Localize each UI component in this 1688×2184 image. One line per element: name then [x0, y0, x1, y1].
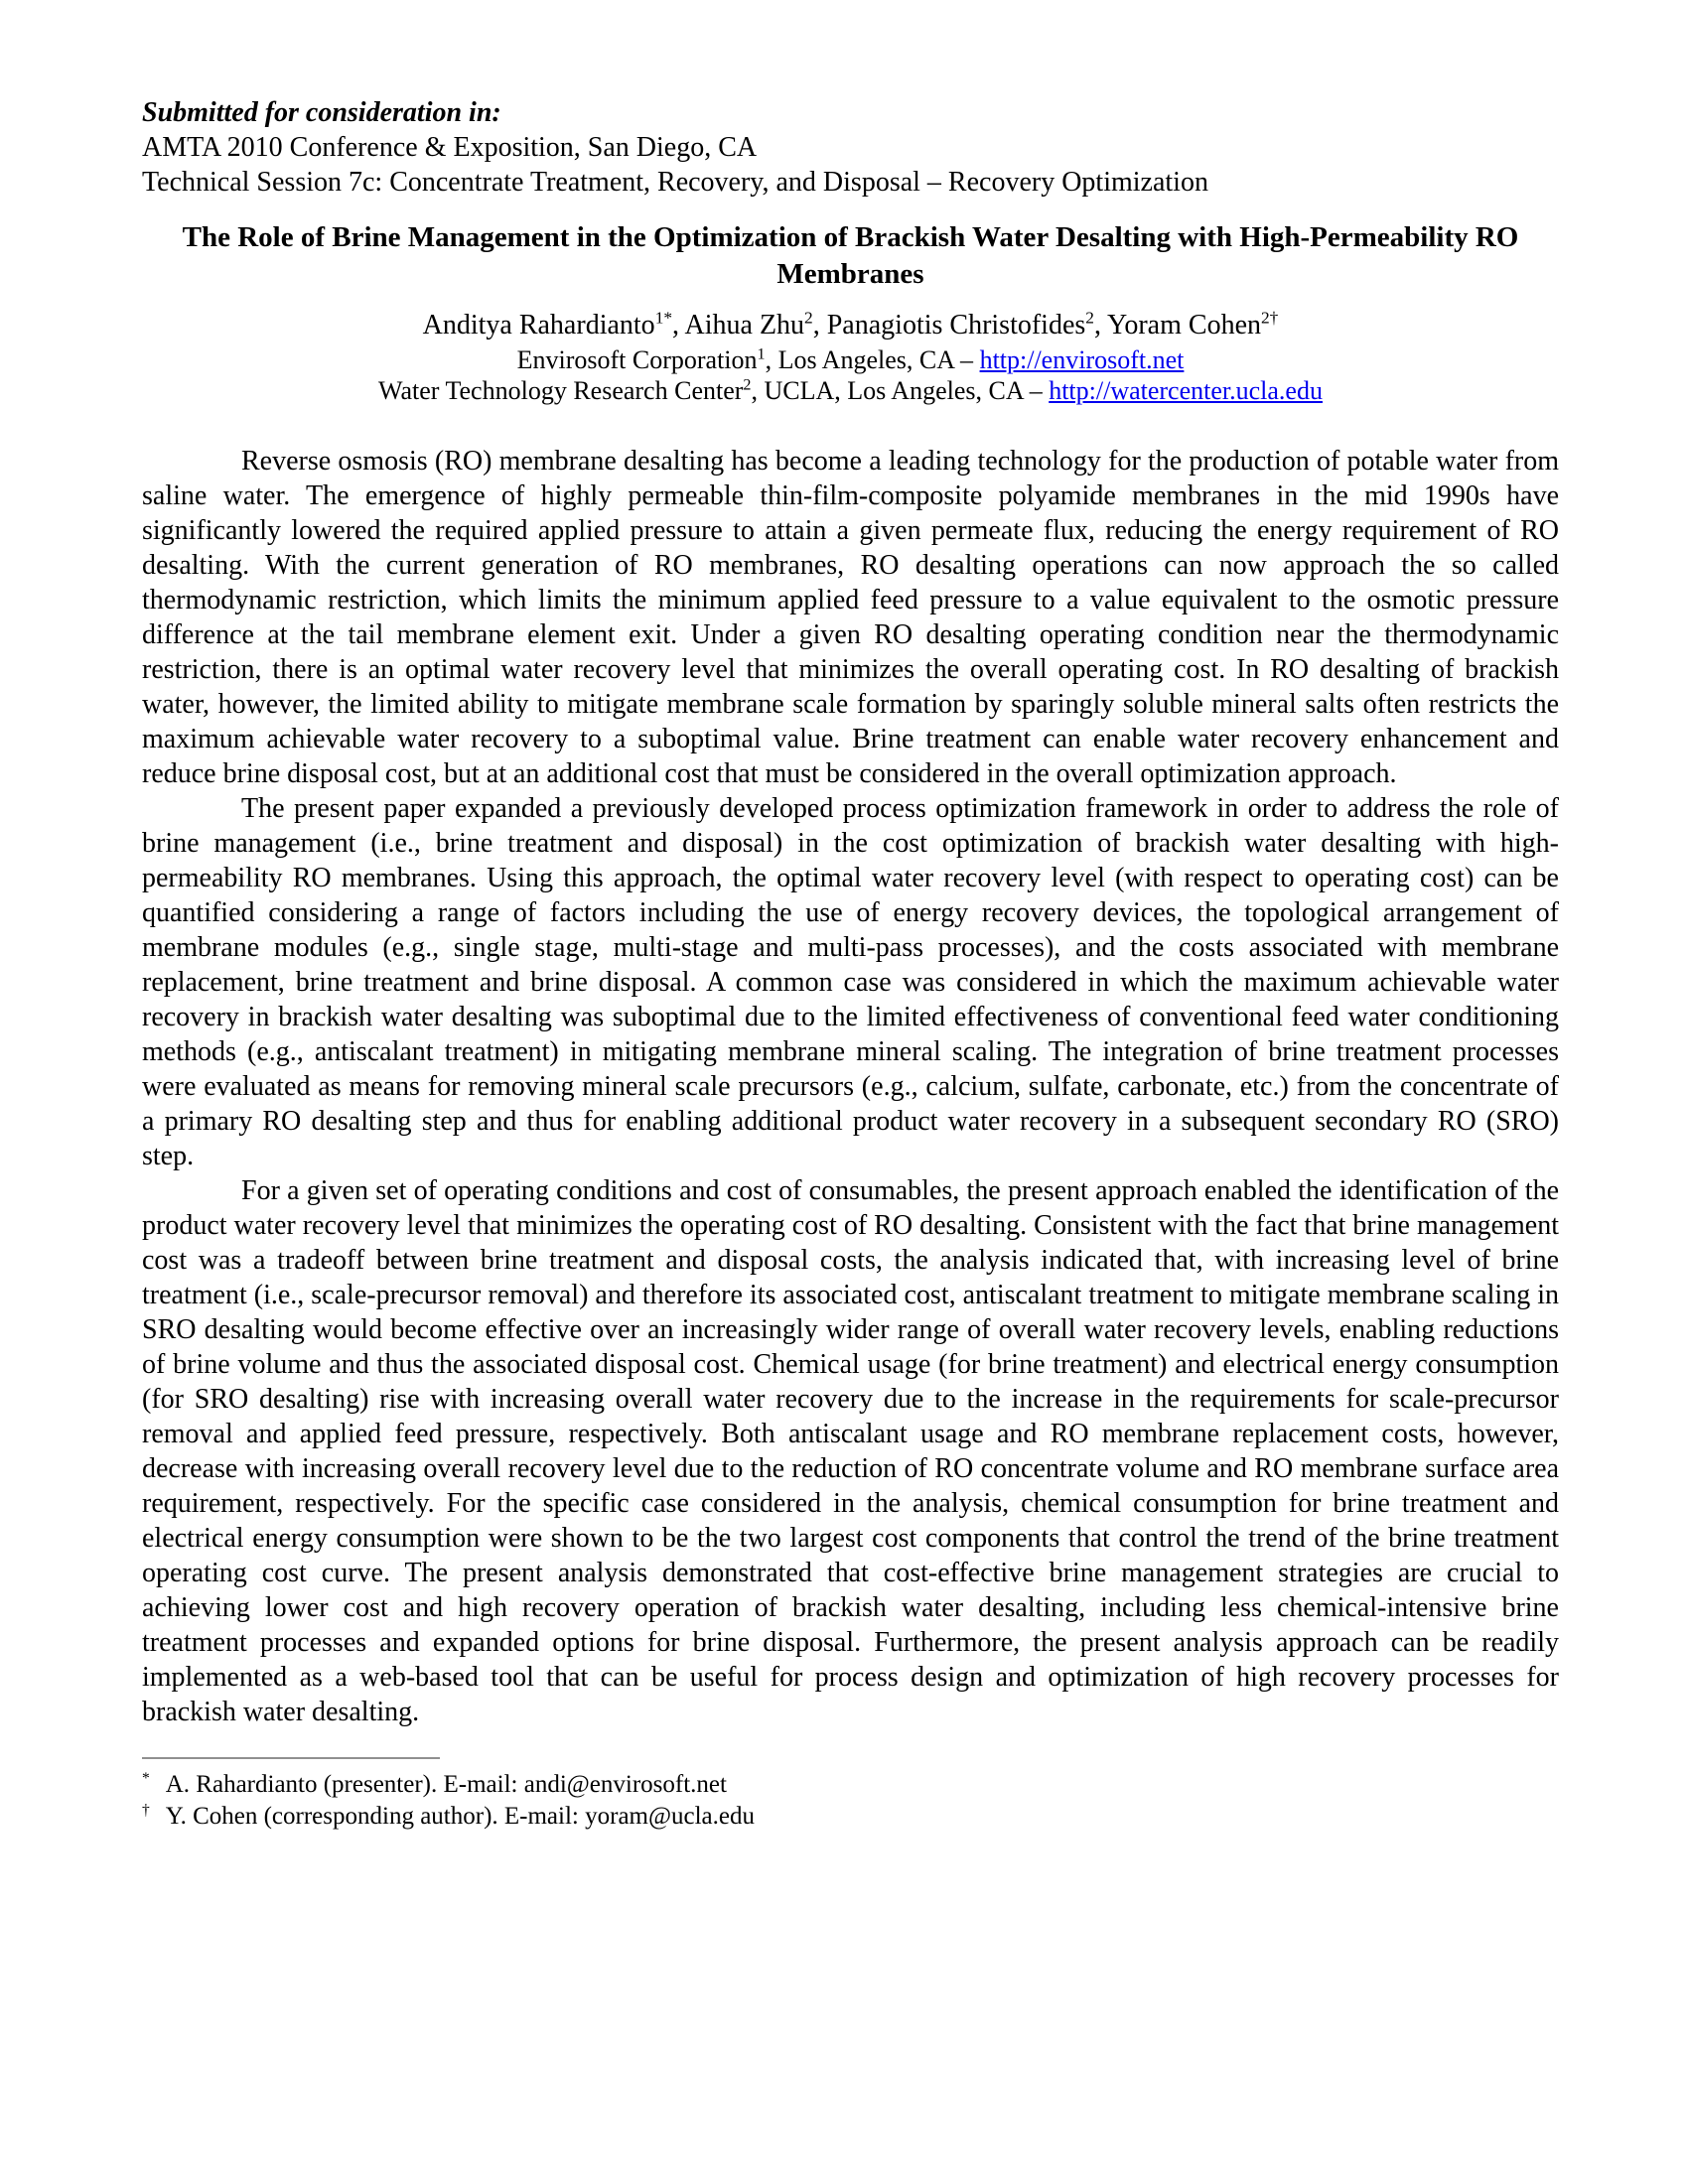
footnote	[142, 1769, 1559, 1801]
affiliation-line: Envirosoft Corporation$^1$, Los Angeles, CA – http://envirosoft.net	[516, 345, 1185, 374]
abstract-paragraph: For a given set of operating conditions and cost of consumables, the present approach enabled the identification of the product water recovery level that minimizes the operating cost of RO desalting. Consistent with the fact that brine management cost was a tradeoff between brine treatment and disposal costs, the analysis indicated that, with increasing level of brine treatment (i.e., scale-precursor removal) and therefore its associated cost, antiscalant treatment to mitigate membrane scaling in SRO desalting would become effective over an increasingly wider range of overall water recovery levels, enabling reductions of brine volume and thus the associated disposal cost. Chemical usage (for brine treatment) and electrical energy consumption (for SRO desalting) rise with increasing overall water recovery due to the increase in the requirements for scale-precursor removal and applied feed pressure, respectively. Both antiscalant usage and RO membrane replacement costs, however, decrease with increasing overall recovery level due to the reduction of RO concentrate volume and RO membrane surface area requirement, respectively. For the specific case considered in the analysis, chemical consumption for brine treatment and electrical energy consumption were shown to be the two largest cost components that control the trend of the brine treatment operating cost curve. The present analysis demonstrated that cost-effective brine management strategies are crucial to achieving lower cost and high recovery operation of brackish water desalting, including less chemical-intensive brine treatment processes and expanded options for brine disposal. Furthermore, the present analysis approach can be readily implemented as a web-based tool that can be useful for process design and optimization of high recovery processes for brackish water desalting.	[142, 1175, 1559, 1727]
author-affiliation-marker: 2	[1085, 308, 1094, 328]
abstract-paragraph: Reverse osmosis (RO) membrane desalting has become a leading technology for the production of potable water from saline water. The emergence of highly permeable thin-film-composite polyamide membranes in the mid 1990s have significantly lowered the required applied pressure to attain a given permeate flux, reducing the energy requirement of RO desalting. With the current generation of RO membranes, RO desalting operations can now approach the so called thermodynamic restriction, which limits the minimum applied feed pressure to a value equivalent to the osmotic pressure difference at the tail membrane element exit. Under a given RO desalting operating condition near the thermodynamic restriction, there is an optimal water recovery level that minimizes the overall operating cost. In RO desalting of brackish water, however, the limited ability to mitigate membrane scale formation by sparingly soluble mineral salts often restricts the maximum achievable water recovery to a suboptimal value. Brine treatment can enable water recovery enhancement and reduce brine disposal cost, but at an additional cost that must be considered in the overall optimization approach.	[142, 446, 1559, 789]
author-name: Yoram Cohen	[1106, 310, 1261, 341]
author-affiliation-marker: 2†	[1261, 308, 1279, 328]
author-name: Panagiotis Christofides	[826, 310, 1086, 341]
affiliation-marker: 1	[757, 345, 766, 363]
author-name: Anditya Rahardianto	[422, 310, 655, 341]
footnote-marker: †	[142, 1801, 150, 1819]
submission-note: Submitted for consideration in:	[142, 97, 501, 128]
footnote-text: A. Rahardianto (presenter). E-mail: andi@envirosoft.net	[165, 1771, 727, 1798]
conference-line: AMTA 2010 Conference & Exposition, San Diego, CA	[142, 132, 758, 163]
authors-line: Anditya Rahardianto$^{1*}$, Aihua Zhu$^2$, Panagiotis Christofides$^2$, Yoram Cohen$^{2\dagger}$	[422, 308, 1279, 341]
author-affiliation-marker: 1*	[654, 308, 673, 328]
abstract-paragraph: The present paper expanded a previously developed process optimization framework in order to address the role of brine management (i.e., brine treatment and disposal) in the cost optimization of brackish water desalting with high-permeability RO membranes. Using this approach, the optimal water recovery level (with respect to operating cost) can be quantified considering a range of factors including the use of energy recovery devices, the topological arrangement of membrane modules (e.g., single stage, multi-stage and multi-pass processes), and the costs associated with membrane replacement, brine treatment and brine disposal. A common case was considered in which the maximum achievable water recovery in brackish water desalting was suboptimal due to the limited effectiveness of conventional feed water conditioning methods (e.g., antiscalant treatment) in mitigating membrane mineral scaling. The integration of brine treatment processes were evaluated as means for removing mineral scale precursors (e.g., calcium, sulfate, carbonate, etc.) from the concentrate of a primary RO desalting step and thus for enabling additional product water recovery in a subsequent secondary RO (SRO) step.	[142, 793, 1559, 1171]
session-line: Technical Session 7c: Concentrate Treatment, Recovery, and Disposal – Recovery Optimization	[142, 167, 1208, 198]
footnotes-block	[142, 1769, 1559, 1833]
footnote-separator	[142, 1757, 440, 1759]
paper-title: The Role of Brine Management in the Optimization of Brackish Water Desalting with High-Permeability RO Membranes	[182, 221, 1519, 290]
abstract-body	[142, 444, 1559, 1729]
affiliation-link[interactable]: http://watercenter.ucla.edu	[1049, 376, 1323, 405]
affiliations-block	[142, 344, 1559, 406]
author-affiliation-marker: 2	[804, 308, 813, 328]
footnote-marker: *	[142, 1769, 150, 1787]
footnote-text: Y. Cohen (corresponding author). E-mail: yoram@ucla.edu	[165, 1803, 755, 1830]
footnote	[142, 1801, 1559, 1833]
affiliation-line: Water Technology Research Center$^2$, UCLA, Los Angeles, CA – http://watercenter.ucla.edu	[378, 376, 1323, 405]
author-name: Aihua Zhu	[684, 310, 805, 341]
affiliation-marker: 2	[743, 376, 752, 394]
affiliation-link[interactable]: http://envirosoft.net	[979, 345, 1185, 374]
